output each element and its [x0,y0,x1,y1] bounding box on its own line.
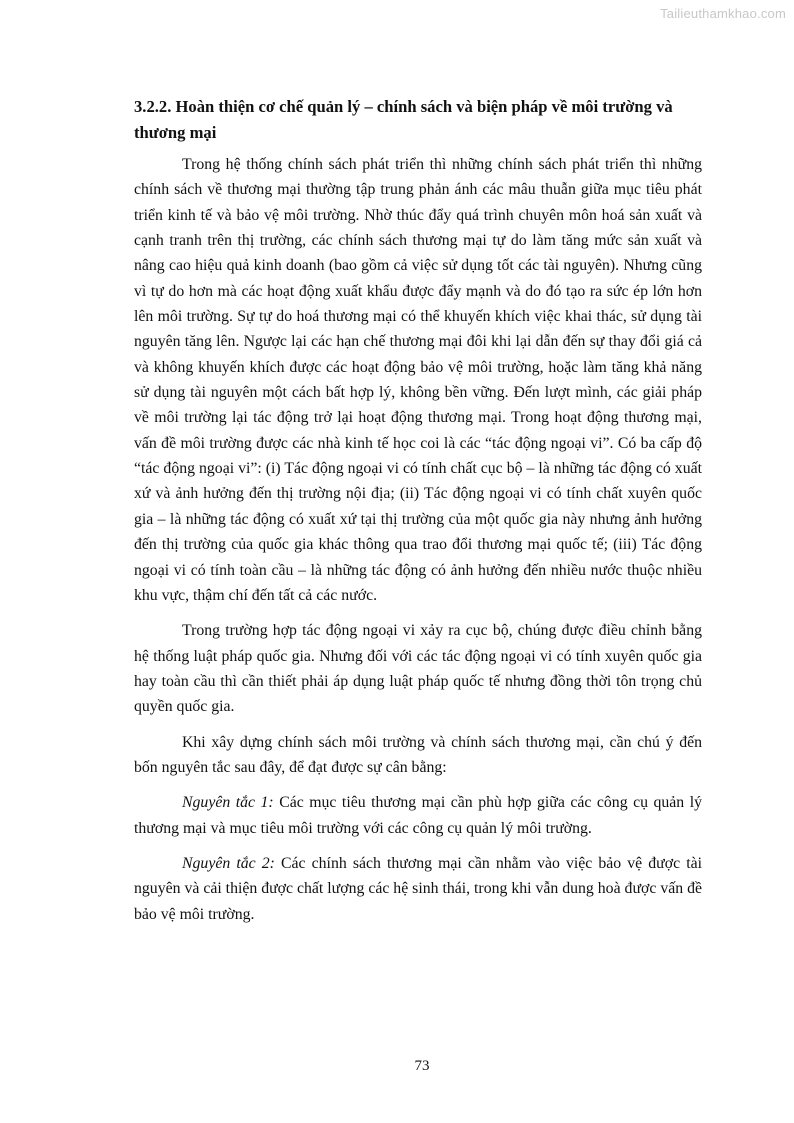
principle-2-text: Các chính sách thương mại cần nhằm vào việc bảo vệ được tài nguyên và cải thiện được chất lượng các hệ sinh thái, trong khi vẫn dung hoà được vấn đề bảo vệ môi trường. [134,854,702,923]
watermark-text: Tailieuthamkhao.com [660,6,786,21]
page-number: 73 [414,1058,430,1074]
section-heading: 3.2.2. Hoàn thiện cơ chế quản lý – chính sách và biện pháp về môi trường và thương mại [134,97,673,142]
paragraph-principles-intro: Khi xây dựng chính sách môi trường và chính sách thương mại, cần chú ý đến bốn nguyên tắc sau đây, để đạt được sự cân bằng: [134,733,702,776]
principle-2 [134,851,702,927]
principle-1-lead: Nguyên tắc 1: [182,794,274,812]
principle-1-text: Các mục tiêu thương mại cần phù hợp giữa các công cụ quản lý thương mại và mục tiêu môi trường với các công cụ quản lý môi trường. [134,794,702,837]
document-body [134,94,702,937]
paragraph-trade-policy: Trong hệ thống chính sách phát triển thì những chính sách phát triển thì những chính sách về thương mại thường tập trung phản ánh các mâu thuẫn giữa mục tiêu phát triển kinh tế và bảo vệ môi trường. Nhờ thúc đẩy quá trình chuyên môn hoá sản xuất và cạnh tranh trên thị trường, các chính sách thương mại tự do làm tăng mức sản xuất và nâng cao hiệu quả kinh doanh (bao gồm cả việc sử dụng tốt các tài nguyên). Nhưng cũng vì tự do hơn mà các hoạt động xuất khẩu được đẩy mạnh và do đó tạo ra sức ép lớn hơn lên môi trường. Sự tự do hoá thương mại có thể khuyến khích việc khai thác, sử dụng tài nguyên tăng lên. Ngược lại các hạn chế thương mại đôi khi lại dẫn đến sự thay đổi giá cả và không khuyến khích được các hoạt động bảo vệ môi trường, hoặc làm tăng khả năng sử dụng tài nguyên một cách bất hợp lý, không bền vững. Đến lượt mình, các giải pháp về môi trường lại tác động trở lại hoạt động thương mại. Trong hoạt động thương mại, vấn đề môi trường được các nhà kinh tế học coi là các “tác động ngoại vi”. Có ba cấp độ “tác động ngoại vi”: (i) Tác động ngoại vi có tính chất cục bộ – là những tác động có xuất xứ và ảnh hưởng đến thị trường nội địa; (ii) Tác động ngoại vi có tính chất xuyên quốc gia – là những tác động có xuất xứ tại thị trường của một quốc gia này nhưng ảnh hưởng đến thị trường của quốc gia khác thông qua trao đổi thương mại quốc tế; (iii) Tác động ngoại vi có tính toàn cầu – là những tác động có ảnh hưởng đến nhiều nước thuộc nhiều khu vực, thậm chí đến tất cả các nước. [134,156,702,604]
principle-1 [134,790,702,841]
paragraph-local-externalities: Trong trường hợp tác động ngoại vi xảy ra cục bộ, chúng được điều chỉnh bằng hệ thống luật pháp quốc gia. Nhưng đối với các tác động ngoại vi có tính xuyên quốc gia hay toàn cầu thì cần thiết phải áp dụng luật pháp quốc tế nhưng đồng thời tôn trọng chủ quyền quốc gia. [134,622,702,716]
principle-2-lead: Nguyên tắc 2: [182,854,275,872]
